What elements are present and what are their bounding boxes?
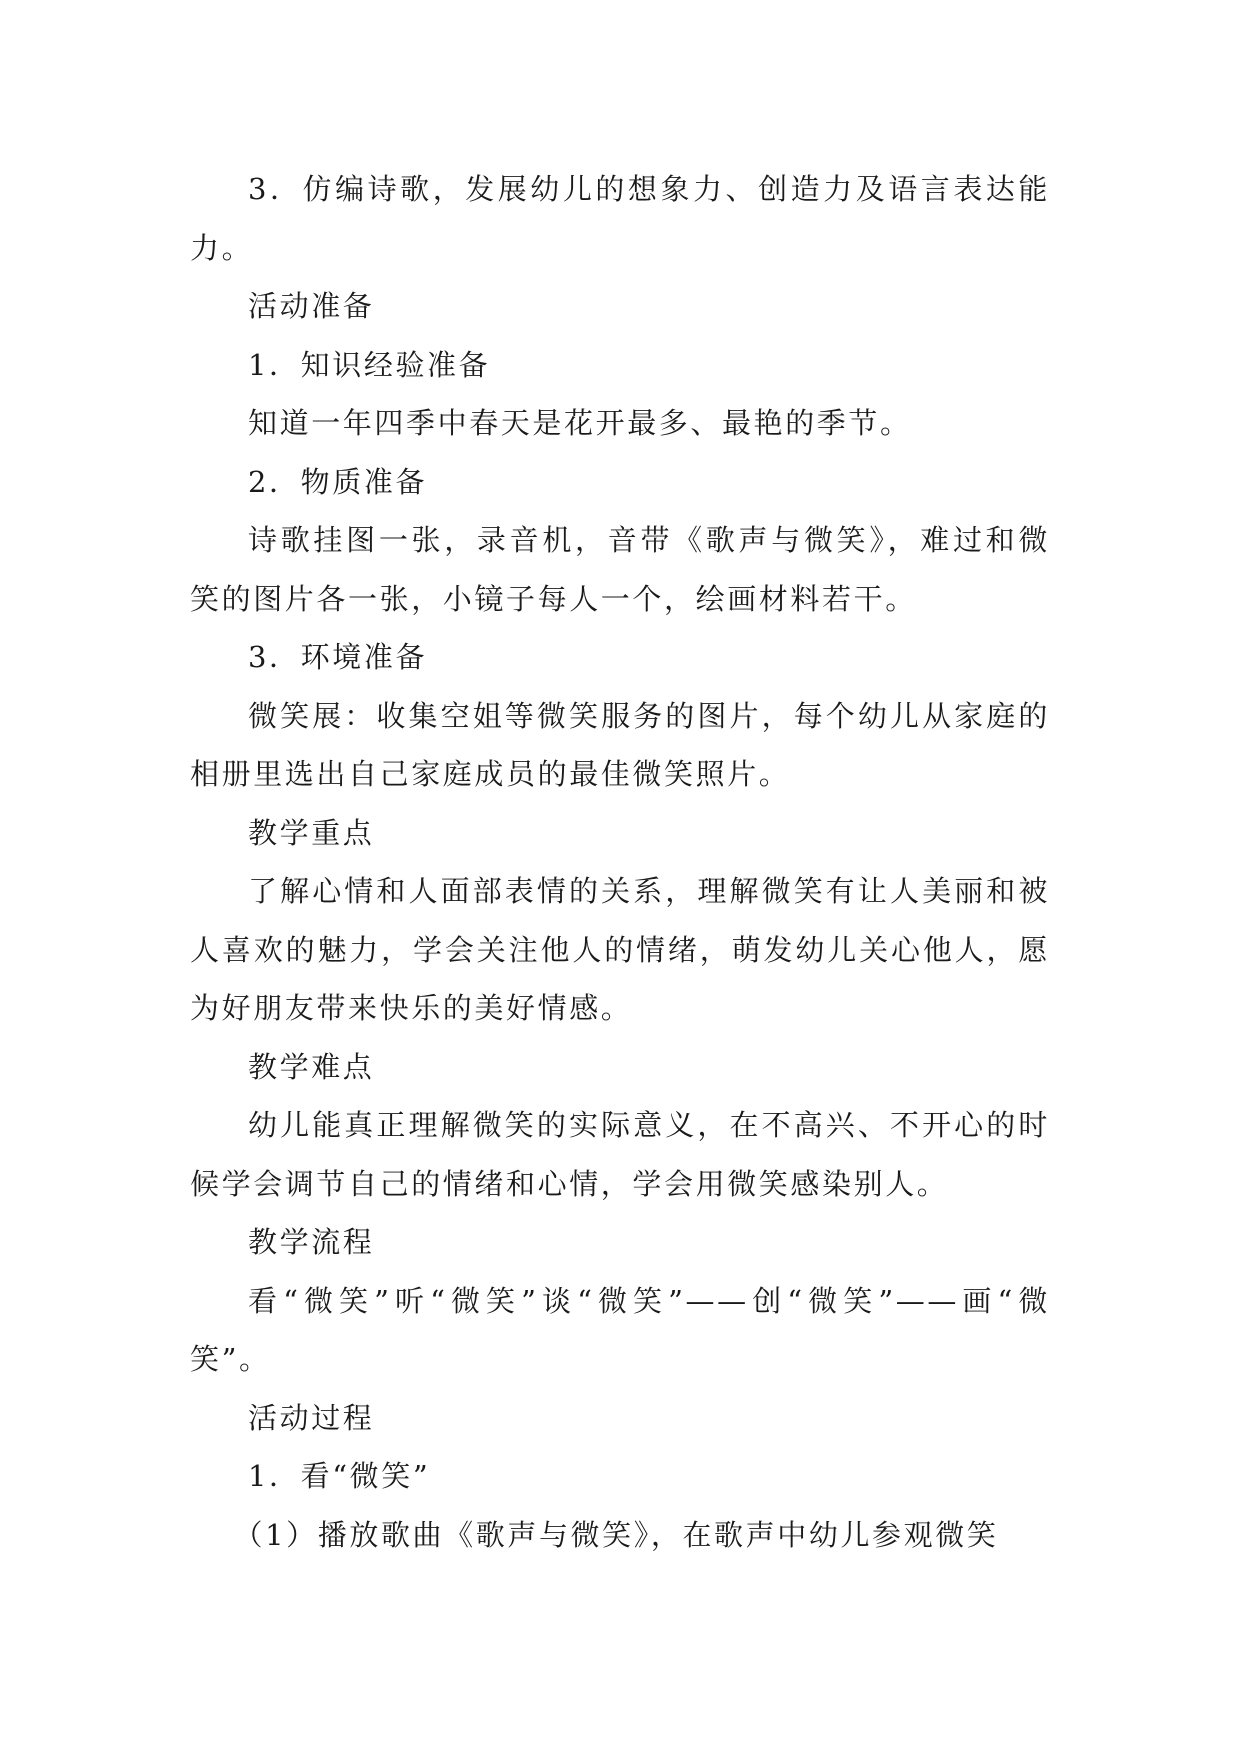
paragraph-environment-preparation: 微笑展：收集空姐等微笑服务的图片，每个幼儿从家庭的相册里选出自己家庭成员的最佳微笑照片。 — [190, 698, 1050, 791]
subheading-knowledge-preparation: 1．知识经验准备 — [248, 347, 491, 382]
paragraph-step-1: （1）播放歌曲《歌声与微笑》，在歌声中幼儿参观微笑 — [233, 1517, 999, 1552]
paragraph-knowledge-preparation: 知道一年四季中春天是花开最多、最艳的季节。 — [248, 406, 912, 440]
paragraph-goal-3: 3．仿编诗歌，发展幼儿的想象力、创造力及语言表达能力。 — [190, 172, 1050, 265]
document-body — [190, 160, 1050, 1564]
heading-activity-preparation: 活动准备 — [248, 289, 375, 323]
heading-activity-process: 活动过程 — [248, 1400, 375, 1435]
subheading-look-smile: 1．看“微笑” — [248, 1459, 431, 1493]
heading-teaching-difficulty: 教学难点 — [248, 1049, 375, 1084]
paragraph-teaching-flow: 看“微笑”听“微笑”谈“微笑”——创“微笑”——画“微笑”。 — [190, 1283, 1050, 1376]
paragraph-teaching-difficulty: 幼儿能真正理解微笑的实际意义，在不高兴、不开心的时候学会调节自己的情绪和心情，学会用微笑感染别人。 — [190, 1108, 1050, 1201]
subheading-material-preparation: 2．物质准备 — [248, 464, 428, 499]
heading-teaching-focus: 教学重点 — [248, 815, 375, 850]
paragraph-material-preparation: 诗歌挂图一张，录音机，音带《歌声与微笑》，难过和微笑的图片各一张，小镜子每人一个，绘画材料若干。 — [190, 523, 1050, 616]
paragraph-teaching-focus: 了解心情和人面部表情的关系，理解微笑有让人美丽和被人喜欢的魅力，学会关注他人的情绪，萌发幼儿关心他人，愿为好朋友带来快乐的美好情感。 — [190, 874, 1050, 1025]
subheading-environment-preparation: 3．环境准备 — [248, 640, 428, 674]
heading-teaching-flow: 教学流程 — [248, 1225, 375, 1259]
